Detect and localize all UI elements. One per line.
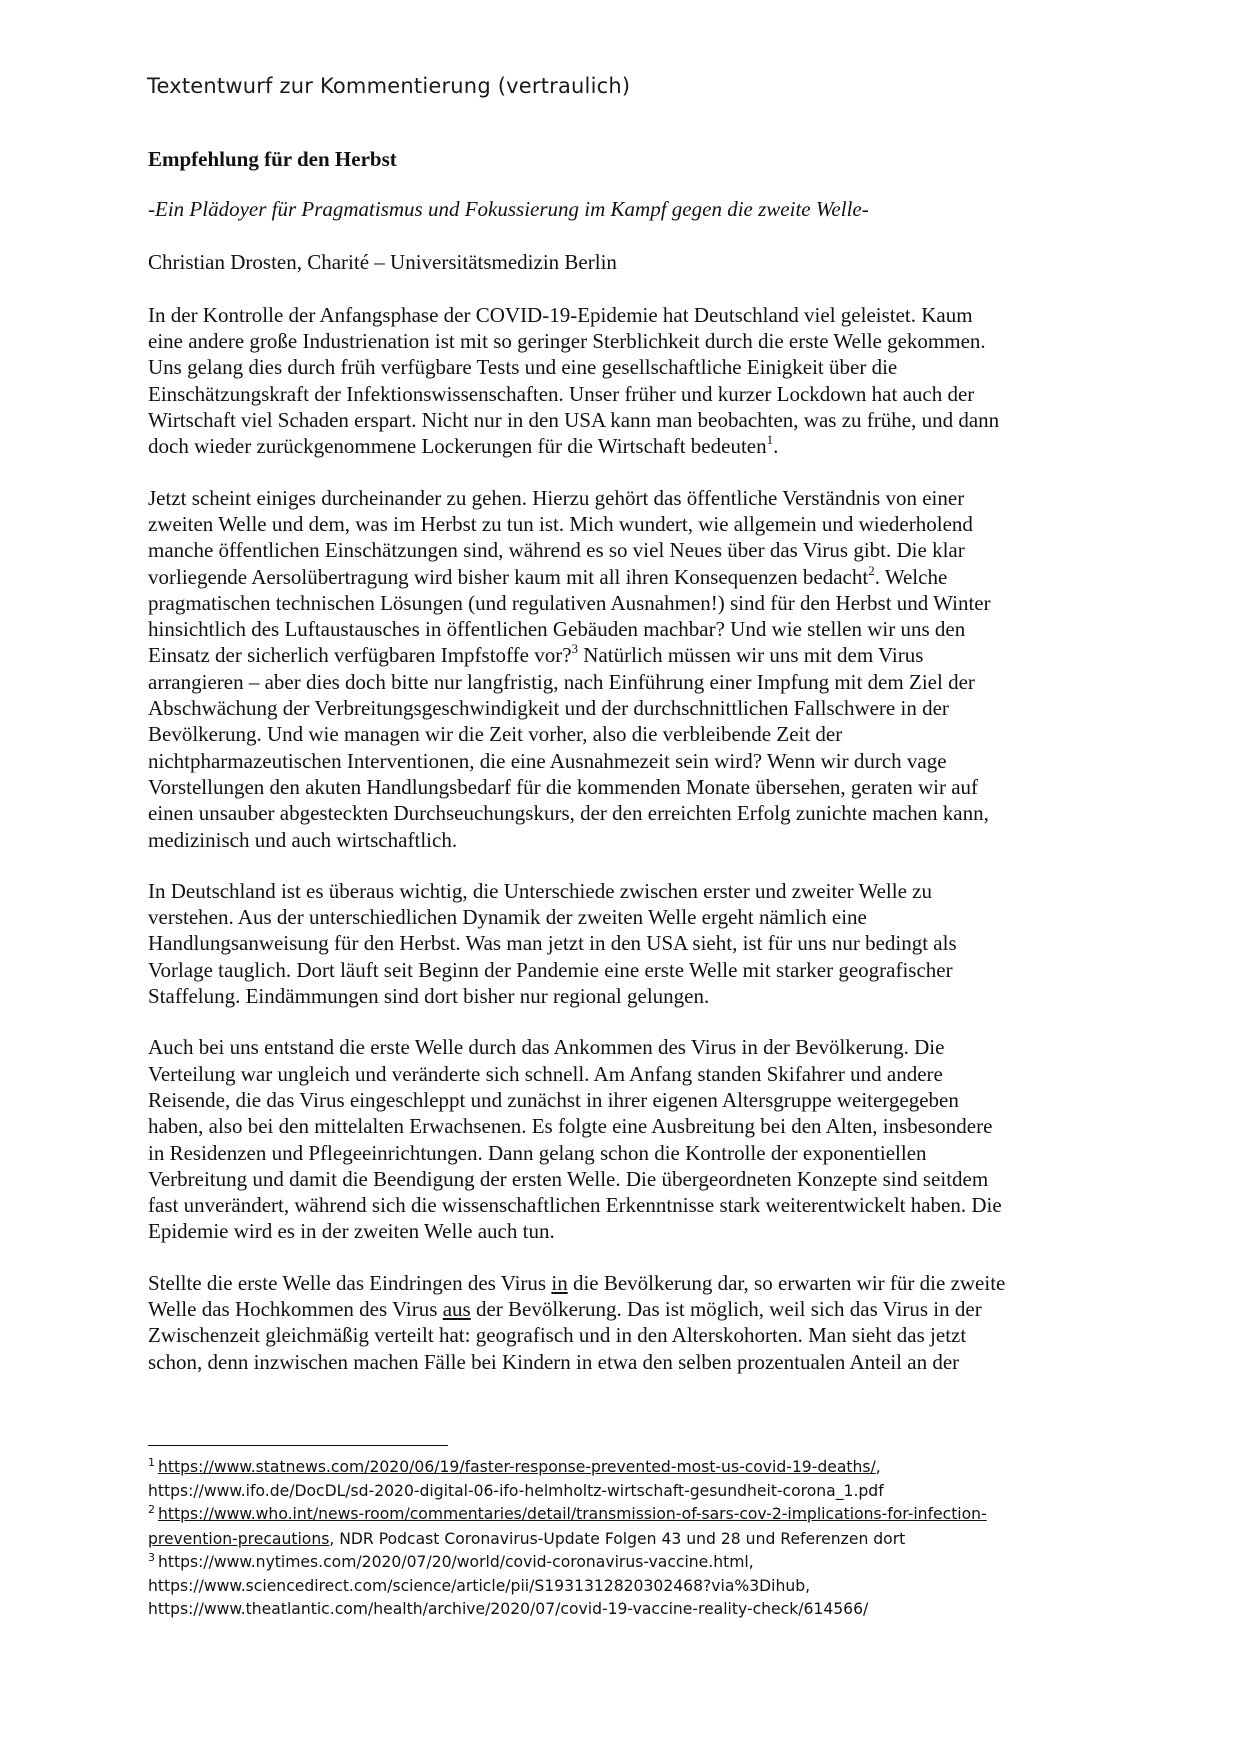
text-line: hinsichtlich des Luftaustausches in öffentlichen Gebäuden machbar? Und wie stellen wir uns den <box>148 617 966 642</box>
text-line: medizinisch und auch wirtschaftlich. <box>148 827 458 852</box>
footnote-number: 1 <box>148 1456 155 1469</box>
footnotes <box>148 1456 1148 1621</box>
author-line: Christian Drosten, Charité – Universitätsmedizin Berlin <box>148 249 617 274</box>
text-line: Uns gelang dies durch früh verfügbare Tests und eine gesellschaftliche Einigkeit über die <box>148 355 898 380</box>
text-line: Verbreitung und damit die Beendigung der ersten Welle. Die übergeordneten Konzepte sind seitdem <box>148 1166 989 1191</box>
text-fragment: , <box>875 1458 881 1476</box>
text-line: in Residenzen und Pflegeeinrichtungen. Dann gelang schon die Kontrolle der exponentiellen <box>148 1140 927 1165</box>
text-line: Auch bei uns entstand die erste Welle durch das Ankommen des Virus in der Bevölkerung. Die <box>148 1035 945 1060</box>
footnote-1 <box>148 1456 1148 1480</box>
text-fragment: vorliegende Aersolübertragung wird bisher kaum mit all ihren Konsequenzen bedacht <box>148 564 869 589</box>
text-line: Vorlage tauglich. Dort läuft seit Beginn der Pandemie eine erste Welle mit starker geografischer <box>148 957 953 982</box>
document-title: Empfehlung für den Herbst <box>148 147 397 171</box>
footnote-link[interactable]: prevention-precautions <box>148 1529 330 1548</box>
text-line: schon, denn inzwischen machen Fälle bei Kindern in etwa den selben prozentualen Anteil an der <box>148 1349 960 1374</box>
text-fragment: Welle das Hochkommen des Virus <box>148 1296 443 1321</box>
text-line: Abschwächung der Verbreitungsgeschwindigkeit und der durchschnittlichen Fallschwere in der <box>148 696 949 721</box>
text-line: zweiten Welle und dem, was im Herbst zu tun ist. Mich wundert, wie allgemein und wiederholend <box>148 511 973 536</box>
footnote-url: https://www.nytimes.com/2020/07/20/world/covid-coronavirus-vaccine.html, <box>158 1552 754 1571</box>
text-line <box>148 1296 1103 1322</box>
text-fragment: die Bevölkerung dar, so erwarten wir für die zweite <box>567 1270 1006 1295</box>
text-line: Vorstellungen den akuten Handlungsbedarf für die kommenden Monate übersehen, geraten wir auf <box>148 774 979 799</box>
text-line: pragmatischen technischen Lösungen (und regulativen Ausnahmen!) sind für den Herbst und Winter <box>148 590 991 615</box>
text-line: Verteilung war ungleich und veränderte sich schnell. Am Anfang standen Skifahrer und andere <box>148 1061 943 1086</box>
text-fragment: Natürlich müssen wir uns mit dem Virus <box>578 643 924 668</box>
footnote-2 <box>148 1503 1148 1527</box>
text-line: einen unsauber abgesteckten Durchseuchungskurs, der den erreichten Erfolg zunichte machen kann, <box>148 801 989 826</box>
footnote-ref-2[interactable]: 2 <box>868 562 875 578</box>
footnote-2-cont <box>148 1528 1148 1551</box>
text-line: fast unverändert, während sich die wissenschaftlichen Erkenntnisse stark weiterentwickelt haben. Die <box>148 1193 1002 1218</box>
paragraph-2 <box>148 485 1103 853</box>
footnote-number: 3 <box>148 1550 155 1564</box>
text-line: Handlungsanweisung für den Herbst. Was man jetzt in den USA sieht, ist für uns nur bedingt als <box>148 931 957 956</box>
document-subtitle: -Ein Plädoyer für Pragmatismus und Fokussierung im Kampf gegen die zweite Welle- <box>148 197 869 222</box>
text-line: verstehen. Aus der unterschiedlichen Dynamik der zweiten Welle ergeht nämlich eine <box>148 905 867 930</box>
text-fragment: der Bevölkerung. Das ist möglich, weil sich das Virus in der <box>470 1296 982 1321</box>
paragraph-1 <box>148 302 1103 460</box>
text-line: Bevölkerung. Und wie managen wir die Zeit vorher, also die verbleibende Zeit der <box>148 722 843 747</box>
footnote-link[interactable]: https://www.statnews.com/2020/06/19/faster-response-prevented-most-us-covid-19-deaths/ <box>158 1458 876 1476</box>
text-line: Reisende, die das Virus eingeschleppt und zunächst in ihrer eigenen Altersgruppe weitergegeben <box>148 1087 959 1112</box>
text-line <box>148 642 1103 668</box>
page-header: Textentwurf zur Kommentierung (vertraulich) <box>147 74 631 98</box>
paragraph-3 <box>148 878 1103 1009</box>
text-line: haben, also bei den mittelalten Erwachsenen. Es folgte eine Ausbreitung bei den Alten, insbesondere <box>148 1114 993 1139</box>
footnote-1-url-2: https://www.ifo.de/DocDL/sd-2020-digital-06-ifo-helmholtz-wirtschaft-gesundheit-corona_1.pdf <box>148 1482 884 1501</box>
footnote-3-url-2: https://www.sciencedirect.com/science/article/pii/S1931312820302468?via%3Dihub, <box>148 1577 811 1596</box>
text-line: Epidemie wird es in der zweiten Welle auch tun. <box>148 1219 555 1244</box>
text-line: Zwischenzeit gleichmäßig verteilt hat: geografisch und in den Alterskohorten. Man sieht das jetzt <box>148 1323 967 1348</box>
text-fragment: doch wieder zurückgenommene Lockerungen für die Wirtschaft bedeuten <box>148 434 767 459</box>
text-fragment: . <box>773 434 779 459</box>
footnote-ref-1[interactable]: 1 <box>766 432 774 448</box>
text-line <box>148 1270 1103 1296</box>
text-line: nichtpharmazeutischen Interventionen, die eine Ausnahmezeit sein wird? Wenn wir durch vage <box>148 748 947 773</box>
text-line: In der Kontrolle der Anfangsphase der COVID-19-Epidemie hat Deutschland viel geleistet. Kaum <box>148 302 973 327</box>
text-line: In Deutschland ist es überaus wichtig, die Unterschiede zwischen erster und zweiter Welle zu <box>148 878 932 903</box>
text-fragment: Stellte die erste Welle das Eindringen des Virus <box>148 1270 552 1295</box>
text-fragment: Einsatz der sicherlich verfügbaren Impfstoffe vor? <box>148 643 572 668</box>
text-line <box>148 433 1103 459</box>
footnote-ref-3[interactable]: 3 <box>571 641 579 657</box>
paragraph-4 <box>148 1034 1103 1244</box>
paragraph-5 <box>148 1270 1103 1375</box>
text-line: Wirtschaft viel Schaden erspart. Nicht nur in den USA kann man beobachten, was zu frühe, und dann <box>148 408 1000 433</box>
document-body <box>148 146 1103 1400</box>
text-line: Jetzt scheint einiges durcheinander zu gehen. Hierzu gehört das öffentliche Verständnis von einer <box>148 485 965 510</box>
text-line <box>148 564 1103 590</box>
footnote-3-url-3: https://www.theatlantic.com/health/archive/2020/07/covid-19-vaccine-reality-check/614566/ <box>148 1600 869 1619</box>
text-line: Staffelung. Eindämmungen sind dort bisher nur regional gelungen. <box>148 984 710 1009</box>
footnote-number: 2 <box>148 1503 155 1517</box>
text-line: eine andere große Industrienation ist mit so geringer Sterblichkeit durch die erste Welle gekommen. <box>148 329 986 354</box>
text-line: Einschätzungskraft der Infektionswissenschaften. Unser früher und kurzer Lockdown hat auch der <box>148 381 975 406</box>
text-fragment: , NDR Podcast Coronavirus-Update Folgen 43 und 28 und Referenzen dort <box>329 1529 906 1548</box>
footnote-divider <box>148 1445 448 1446</box>
underlined-word: in <box>551 1270 568 1295</box>
footnote-3 <box>148 1551 1148 1575</box>
underlined-word: aus <box>442 1296 471 1321</box>
footnote-link[interactable]: https://www.who.int/news-room/commentaries/detail/transmission-of-sars-cov-2-implications-for-infection- <box>158 1505 987 1524</box>
text-fragment: . Welche <box>874 564 948 589</box>
text-line: manche öffentlichen Einschätzungen sind, während es so viel Neues über das Virus gibt. Die klar <box>148 538 965 563</box>
text-line: arrangieren – aber dies doch bitte nur langfristig, nach Einführung einer Impfung mit dem Ziel der <box>148 669 975 694</box>
